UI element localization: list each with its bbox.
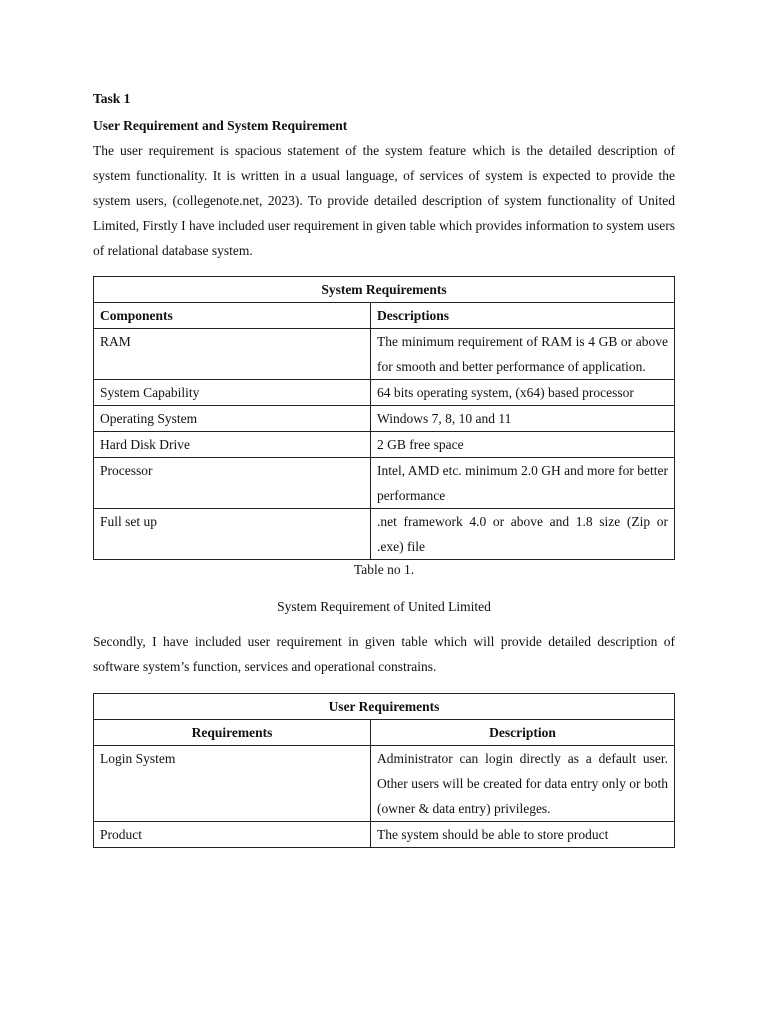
description-cell: The system should be able to store product — [371, 822, 675, 848]
intro-paragraph: The user requirement is spacious statement of the system feature which is the detailed description of system functionality. It is written in a usual language, of services of system is expected to provide the system users, (collegenote.net, 2023). To provide detailed description of system functionality of United Limited, Firstly I have included user requirement in given table which provides information to system users of relational database system. — [93, 143, 675, 258]
system-table-header-descriptions: Descriptions — [371, 303, 675, 329]
user-table-title: User Requirements — [94, 694, 675, 720]
system-requirements-table — [93, 276, 675, 560]
description-cell: .net framework 4.0 or above and 1.8 size (Zip or .exe) file — [371, 509, 675, 560]
table-row — [94, 380, 675, 406]
description-cell: Administrator can login directly as a default user. Other users will be created for data entry only or both (owner & data entry) privileges. — [371, 746, 675, 822]
requirement-cell: Product — [94, 822, 371, 848]
user-table-title-row — [94, 694, 675, 720]
table-row — [94, 746, 675, 822]
system-table-header-row — [94, 303, 675, 329]
task-title: Task 1 — [93, 91, 131, 106]
system-table-title: System Requirements — [94, 277, 675, 303]
component-cell: Operating System — [94, 406, 371, 432]
component-cell: Hard Disk Drive — [94, 432, 371, 458]
table-row — [94, 458, 675, 509]
second-paragraph: Secondly, I have included user requirement in given table which will provide detailed description of software system’s function, services and operational constrains. — [93, 634, 675, 674]
table-caption-number: Table no 1. — [353, 562, 415, 577]
component-cell: RAM — [94, 329, 371, 380]
table-row — [94, 432, 675, 458]
table-caption-text: System Requirement of United Limited — [277, 599, 491, 614]
user-table-header-requirements: Requirements — [94, 720, 371, 746]
component-cell: Full set up — [94, 509, 371, 560]
user-table-header-description: Description — [371, 720, 675, 746]
table-row — [94, 329, 675, 380]
user-requirements-table — [93, 693, 675, 848]
component-cell: System Capability — [94, 380, 371, 406]
description-cell: The minimum requirement of RAM is 4 GB or above for smooth and better performance of application. — [371, 329, 675, 380]
document-content — [93, 86, 675, 848]
table-row — [94, 509, 675, 560]
description-cell: 64 bits operating system, (x64) based processor — [371, 380, 675, 406]
table-row — [94, 822, 675, 848]
description-cell: Windows 7, 8, 10 and 11 — [371, 406, 675, 432]
user-table-header-row — [94, 720, 675, 746]
table-row — [94, 406, 675, 432]
requirement-cell: Login System — [94, 746, 371, 822]
system-table-title-row — [94, 277, 675, 303]
system-table-header-components: Components — [94, 303, 371, 329]
section-title: User Requirement and System Requirement — [93, 118, 348, 133]
description-cell: Intel, AMD etc. minimum 2.0 GH and more for better performance — [371, 458, 675, 509]
component-cell: Processor — [94, 458, 371, 509]
description-cell: 2 GB free space — [371, 432, 675, 458]
